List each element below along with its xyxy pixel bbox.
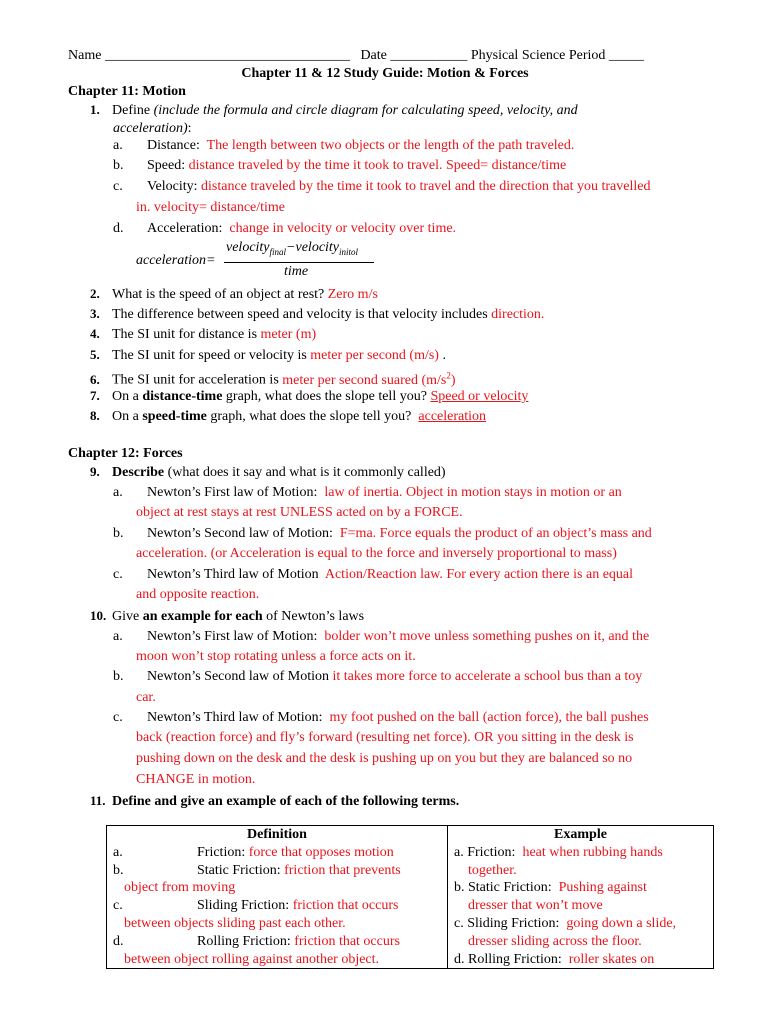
q1-item-a [113,136,574,156]
item-letter: c. [113,710,123,725]
answer-close: ) [450,372,456,388]
q10-item-b [113,667,642,687]
answer-text: my foot pushed on the ball (action force), the ball pushes [329,710,649,725]
period-mark: . [442,348,446,363]
question-text: The SI unit for speed or velocity is [112,348,307,363]
example-d [454,951,707,969]
term-label: Newton’s First law of Motion: [147,629,318,644]
question-1-colon: : [187,121,192,136]
formula-lhs: acceleration= [136,253,216,268]
definition-a [113,844,441,862]
question-number: 10. [90,608,107,623]
item-letter: c. [113,179,123,194]
name-label: Name [68,48,102,63]
header-line [68,46,644,66]
date-label: Date [360,48,387,63]
item-letter: c. [113,898,123,914]
answer-text: law of inertia. Object in motion stays in motion or an [324,485,622,500]
term-label: Velocity: [147,179,198,194]
question-text: What is the speed of an object at rest? [112,287,325,302]
item-letter: b. [113,862,124,878]
question-pre: On a [112,389,139,404]
definition-d-cont: between object rolling against another object. [124,951,380,967]
question-number: 3. [90,306,100,321]
q10-item-c-cont-3: CHANGE in motion. [136,772,256,787]
question-11 [90,791,459,812]
velocity-final: velocity [226,240,270,255]
question-2 [90,284,378,305]
q10-item-c-cont-1: back (reaction force) and fly’s forward (resulting net force). OR you sitting in the desk is [136,730,634,745]
question-number: 7. [90,388,100,403]
question-bold: Describe [112,465,165,480]
velocity-initial: velocity [295,240,340,255]
q9-item-b [113,524,652,544]
page-title: Chapter 11 & 12 Study Guide: Motion & Forces [241,66,529,81]
question-number: 1. [90,102,100,117]
example-a-cont: together. [468,862,517,878]
subscript-final: final [269,246,287,257]
example-c-cont: dresser sliding across the floor. [468,933,642,949]
answer-text: Zero m/s [327,287,378,302]
answer-text: Action/Reaction law. For every action there is an equal [324,567,634,582]
answer-text: it takes more force to accelerate a school bus than a toy [332,669,643,684]
item-letter: b. [113,158,124,173]
example-label: d. Rolling Friction: [454,951,562,967]
question-bold: an example for each [142,609,263,624]
question-8 [90,406,486,427]
question-pre: On a [112,409,139,424]
definition-header: Definition [247,827,307,842]
q9-item-c-cont: and opposite reaction. [136,587,260,602]
question-number: 8. [90,408,100,423]
example-cell [448,826,714,969]
q10-item-a [113,627,649,647]
question-text: The difference between speed and velocity is that velocity includes [112,307,488,322]
answer-text: acceleration [418,409,487,424]
answer-superscript: 2 [446,370,451,380]
example-b [454,879,707,897]
question-number: 4. [90,326,100,341]
question-bold: distance-time [142,389,223,404]
question-post: graph, what does the slope tell you? [225,389,427,404]
question-text: The SI unit for acceleration is [112,372,279,388]
term-label: Newton’s First law of Motion: [147,485,318,500]
definition-c-cont: between objects sliding past each other. [124,915,346,931]
acceleration-formula [136,240,386,284]
term-label: Distance: [147,138,200,153]
period-blank[interactable]: _____ [608,48,644,63]
formula-numerator [226,240,358,257]
answer-text: bolder won’t move unless something pushes on it, and the [324,629,650,644]
q9-item-b-cont: acceleration. (or Acceleration is equal to the force and inversely proportional to mass) [136,546,617,561]
term-label: Newton’s Second law of Motion [147,669,329,684]
item-letter: a. [113,629,123,644]
formula-denominator: time [284,264,309,279]
question-9 [90,462,446,483]
q10-item-b-cont: car. [136,690,156,705]
answer-text: direction. [491,307,545,322]
q9-item-a [113,483,622,503]
example-c [454,915,707,933]
q10-item-a-cont: moon won’t stop rotating unless a force acts on it. [136,649,416,664]
q1-item-c-cont: in. velocity= distance/time [136,200,286,215]
definition-cell [107,826,448,969]
name-blank[interactable]: ___________________________________ [104,48,350,63]
answer-text: The length between two objects or the length of the path traveled. [206,138,575,153]
answer-text: force that opposes motion [248,844,394,860]
question-text: The SI unit for distance is [112,327,258,342]
q10-item-c-cont-2: pushing down on the desk and the desk is pushing up on you but they are balanced so no [136,751,633,766]
minus-sign: − [286,240,296,255]
q1-item-b [113,156,566,176]
chapter-11-heading: Chapter 11: Motion [68,84,186,99]
item-letter: b. [113,669,124,684]
question-post: of Newton’s laws [266,609,365,624]
term-label: Rolling Friction: [197,933,291,949]
question-number: 2. [90,286,100,301]
answer-text: roller skates on [568,951,655,967]
answer-text: distance traveled by the time it took to travel and the direction that you travelled [201,179,651,194]
question-4 [90,324,316,345]
definition-d [113,933,441,951]
question-text: (what does it say and what is it commonly called) [167,465,446,480]
term-label: Acceleration: [147,221,223,236]
answer-text: friction that occurs [294,933,400,949]
definition-b [113,862,441,880]
question-number: 5. [90,347,100,362]
question-1-prefix: Define [112,103,151,118]
fraction-bar [224,262,374,263]
item-letter: a. [113,138,123,153]
answer-text: F=ma. Force equals the product of an object’s mass and [339,526,652,541]
q10-item-c [113,708,649,728]
item-letter: c. [113,567,123,582]
example-a [454,844,707,862]
answer-text: heat when rubbing hands [522,844,663,860]
definition-b-cont: object from moving [124,880,236,896]
question-post: graph, what does the slope tell you? [210,409,412,424]
friction-terms-table [106,825,714,969]
question-1 [90,100,578,121]
chapter-12-heading: Chapter 12: Forces [68,446,183,461]
term-label: Newton’s Third law of Motion [147,567,319,582]
item-letter: d. [113,221,124,236]
item-letter: a. [113,485,123,500]
answer-text: meter (m) [260,327,317,342]
term-label: Friction: [197,844,246,860]
item-letter: a. [113,844,123,860]
table-row [107,826,714,969]
term-label: Newton’s Third law of Motion: [147,710,323,725]
term-label: Sliding Friction: [197,898,290,914]
question-text: Define and give an example of each of the following terms. [112,794,460,809]
question-1-instruction-cont: acceleration) [113,121,188,136]
answer-text: change in velocity or velocity over time. [229,221,457,236]
question-3 [90,304,544,325]
question-number: 11. [90,793,106,808]
date-blank[interactable]: ___________ [390,48,468,63]
answer-text: Pushing against [558,880,647,896]
q9-item-c [113,565,633,585]
answer-text: Speed or velocity [430,389,529,404]
q9-item-a-cont: object at rest stays at rest UNLESS acted on by a FORCE. [136,505,463,520]
question-5 [90,345,446,366]
question-number: 9. [90,464,100,479]
answer-text: distance traveled by the time it took to travel. Speed= distance/time [188,158,567,173]
answer-text: meter per second (m/s) [310,348,439,363]
question-10 [90,606,364,627]
example-label: b. Static Friction: [454,880,552,896]
example-b-cont: dresser that won’t move [468,898,603,914]
item-letter: d. [113,933,124,949]
question-bold: speed-time [142,409,207,424]
answer-unit: meter per second suared (m/s [282,372,447,388]
class-label: Physical Science Period [470,48,606,63]
answer-text: going down a slide, [566,915,677,931]
example-header: Example [554,827,607,842]
question-1-instruction: (include the formula and circle diagram for calculating speed, velocity, and [153,103,578,118]
question-number: 6. [90,371,100,387]
answer-text: friction that occurs [292,898,399,914]
definition-c [113,897,441,915]
answer-text: friction that prevents [284,862,401,878]
example-label: c. Sliding Friction: [454,915,560,931]
item-letter: b. [113,526,124,541]
term-label: Static Friction: [197,862,281,878]
question-7 [90,386,528,407]
term-label: Newton’s Second law of Motion: [147,526,333,541]
q1-item-c [113,177,650,197]
subscript-initial: initol [339,246,359,257]
example-label: a. Friction: [454,844,516,860]
term-label: Speed: [147,158,186,173]
q1-item-d [113,219,456,239]
question-pre: Give [112,609,140,624]
